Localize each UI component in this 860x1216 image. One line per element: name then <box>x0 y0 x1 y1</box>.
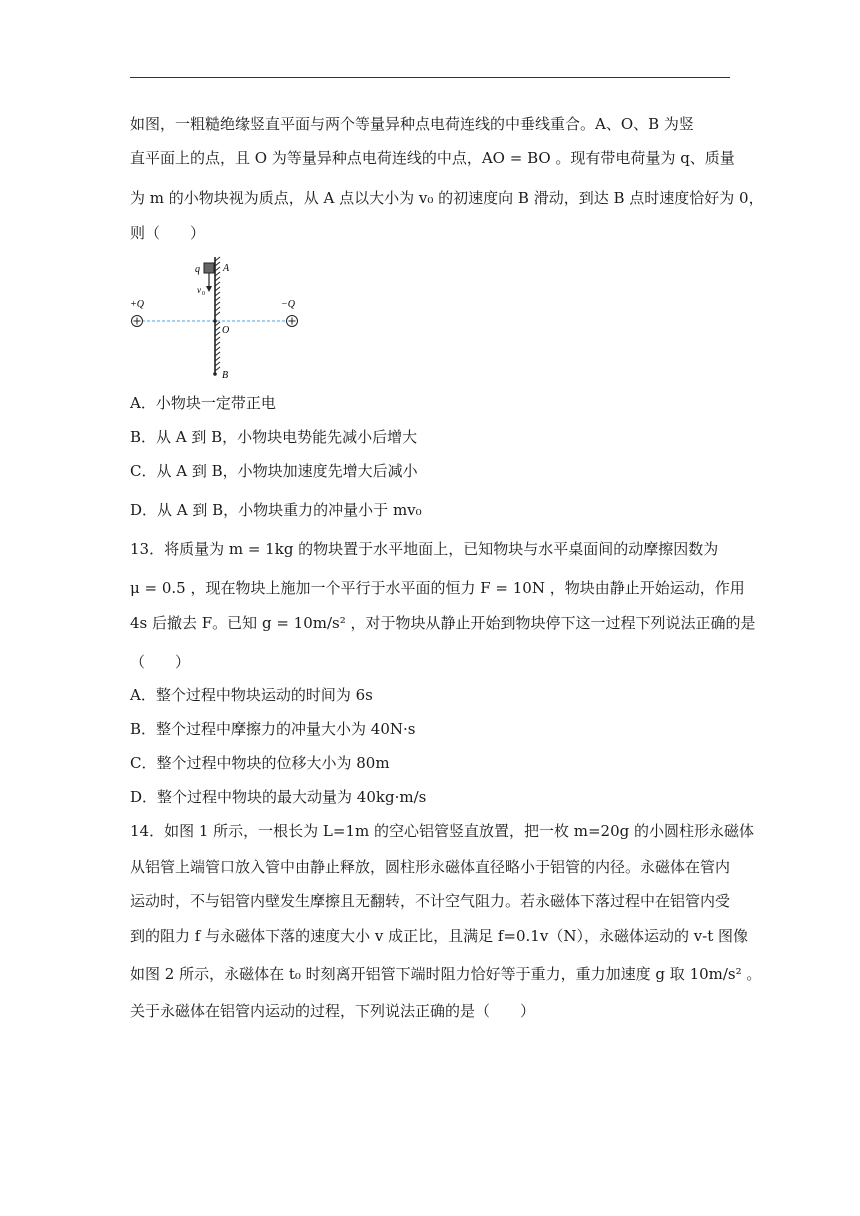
label-q: q <box>195 264 200 275</box>
q12-option-b: B．从 A 到 B，小物块电势能先减小后增大 <box>130 428 418 446</box>
header-rule <box>130 77 730 78</box>
q13-line-4: （ ） <box>130 653 191 671</box>
charged-block <box>204 263 214 273</box>
q13-option-a: A．整个过程中物块运动的时间为 6s <box>130 686 373 704</box>
q12-line-4: 则（ ） <box>130 224 206 242</box>
point-B-dot <box>213 372 217 376</box>
q12-option-c: C．从 A 到 B，小物块加速度先增大后减小 <box>130 462 418 480</box>
q13-line-2: μ = 0.5 ，现在物块上施加一个平行于水平面的恒力 F = 10N ，物块由静止开始运动，作用 <box>130 579 745 597</box>
q13-line-1: 13．将质量为 m = 1kg 的物块置于水平地面上，已知物块与水平桌面间的动摩擦因数为 <box>130 540 719 558</box>
label-v0-sub: 0 <box>202 291 205 297</box>
label-A: A <box>223 263 230 274</box>
q13-option-c: C．整个过程中物块的位移大小为 80m <box>130 754 390 772</box>
q13-option-b: B．整个过程中摩擦力的冲量大小为 40N·s <box>130 720 416 738</box>
q14-line-2: 从铝管上端管口放入管中由静止释放，圆柱形永磁体直径略小于铝管的内径。永磁体在管内 <box>130 858 731 876</box>
q12-option-d: D．从 A 到 B，小物块重力的冲量小于 mv₀ <box>130 501 422 519</box>
q14-line-6: 关于永磁体在铝管内运动的过程，下列说法正确的是（ ） <box>130 1002 536 1020</box>
q13-line-3: 4s 后撤去 F。已知 g = 10m/s² ，对于物块从静止开始到物块停下这一过程下列说法正确的是 <box>130 614 756 632</box>
q14-line-4: 到的阻力 f 与永磁体下落的速度大小 v 成正比，且满足 f=0.1v（N），永磁体运动的 v-t 图像 <box>130 927 749 945</box>
q12-line-3: 为 m 的小物块视为质点，从 A 点以大小为 v₀ 的初速度向 B 滑动，到达 B 点时速度恰好为 0， <box>130 189 764 207</box>
q12-option-a: A．小物块一定带正电 <box>130 394 276 412</box>
q14-line-1: 14．如图 1 所示，一根长为 L=1m 的空心铝管竖直放置，把一枚 m=20g 的小圆柱形永磁体 <box>130 822 755 840</box>
label-minus-Q: −Q <box>281 299 295 310</box>
q12-line-2: 直平面上的点，且 O 为等量异种点电荷连线的中点，AO = BO 。现有带电荷量为 q、质量 <box>130 149 735 167</box>
point-O-dot <box>213 319 217 323</box>
label-v0: v <box>197 285 201 295</box>
label-O: O <box>222 325 230 336</box>
positive-charge-symbol <box>132 316 143 327</box>
label-plus-Q: +Q <box>130 299 144 310</box>
q13-option-d: D．整个过程中物块的最大动量为 40kg·m/s <box>130 788 427 806</box>
q14-line-3: 运动时，不与铝管内壁发生摩擦且无翻转，不计空气阻力。若永磁体下落过程中在铝管内受 <box>130 892 731 910</box>
velocity-arrowhead <box>206 286 212 292</box>
q14-line-5: 如图 2 所示，永磁体在 t₀ 时刻离开铝管下端时阻力恰好等于重力，重力加速度 g 取 10m/s² 。 <box>130 965 762 983</box>
q12-line-1: 如图，一粗糙绝缘竖直平面与两个等量异种点电荷连线的中垂线重合。A、O、B 为竖 <box>130 115 694 133</box>
label-B: B <box>222 370 229 381</box>
charge-wall-diagram <box>128 255 308 385</box>
negative-charge-symbol <box>287 316 298 327</box>
